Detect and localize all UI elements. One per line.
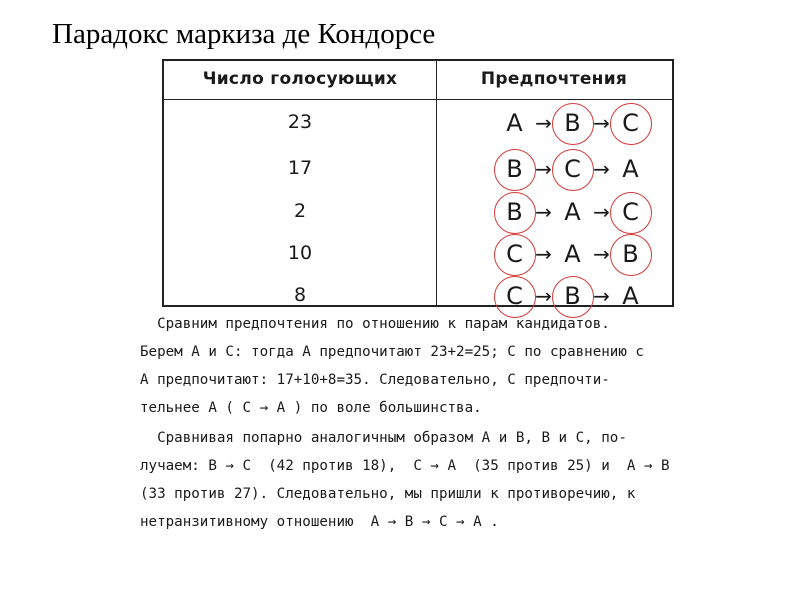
table-row — [164, 192, 672, 232]
arrow-icon: → — [593, 200, 611, 224]
table-header-divider — [164, 99, 672, 100]
candidate-letter: A — [506, 109, 524, 137]
candidate-letter: A — [564, 198, 582, 226]
text-line: Берем А и С: тогда А предпочитают 23+2=25; С по сравнению с — [140, 344, 644, 360]
candidate-letter: C — [502, 282, 528, 310]
arrow-icon: → — [593, 284, 611, 308]
text-line: (33 против 27). Следовательно, мы пришли к противоречию, к — [140, 486, 636, 502]
candidate-letter: A — [622, 282, 640, 310]
candidate-letter: B — [502, 198, 528, 226]
voter-count: 8 — [293, 284, 307, 306]
arrow-icon: → — [535, 157, 553, 181]
preferences-table — [162, 59, 674, 310]
text-line: Сравнивая попарно аналогичным образом А и В, В и С, по- — [140, 430, 627, 446]
page-title: Парадокс маркиза де Кондорсе — [52, 18, 436, 50]
text-line: Сравним предпочтения по отношению к парам кандидатов. — [140, 316, 610, 332]
candidate-letter: B — [560, 109, 586, 137]
candidate-letter: C — [618, 109, 644, 137]
candidate-letter: B — [618, 240, 644, 268]
arrow-icon: → — [535, 284, 553, 308]
text-line: тельнее А ( С → А ) по воле большинства. — [140, 400, 482, 416]
table-row — [164, 234, 672, 274]
preference-order — [502, 192, 644, 232]
text-line: нетранзитивному отношению А → В → С → А . — [140, 514, 499, 530]
arrow-icon: → — [535, 111, 553, 135]
voter-count: 10 — [287, 242, 313, 264]
voter-count: 17 — [287, 157, 313, 179]
table-row — [164, 149, 672, 189]
text-line: лучаем: В → С (42 против 18), С → А (35 против 25) и А → В — [140, 458, 670, 474]
candidate-letter: B — [502, 155, 528, 183]
preference-order — [502, 103, 644, 143]
preference-order — [502, 234, 644, 274]
candidate-letter: C — [502, 240, 528, 268]
arrow-icon: → — [535, 242, 553, 266]
candidate-letter: A — [564, 240, 582, 268]
arrow-icon: → — [593, 111, 611, 135]
voter-count: 2 — [293, 200, 307, 222]
voter-count: 23 — [287, 111, 313, 133]
header-voter-count: Число голосующих — [202, 69, 398, 89]
arrow-icon: → — [535, 200, 553, 224]
table-row — [164, 103, 672, 143]
candidate-letter: B — [560, 282, 586, 310]
arrow-icon: → — [593, 157, 611, 181]
candidate-letter: A — [622, 155, 640, 183]
text-line: А предпочитают: 17+10+8=35. Следовательно, С предпочти- — [140, 372, 610, 388]
header-preferences: Предпочтения — [480, 69, 628, 89]
candidate-letter: C — [560, 155, 586, 183]
preference-order — [502, 149, 644, 189]
candidate-letter: C — [618, 198, 644, 226]
arrow-icon: → — [593, 242, 611, 266]
